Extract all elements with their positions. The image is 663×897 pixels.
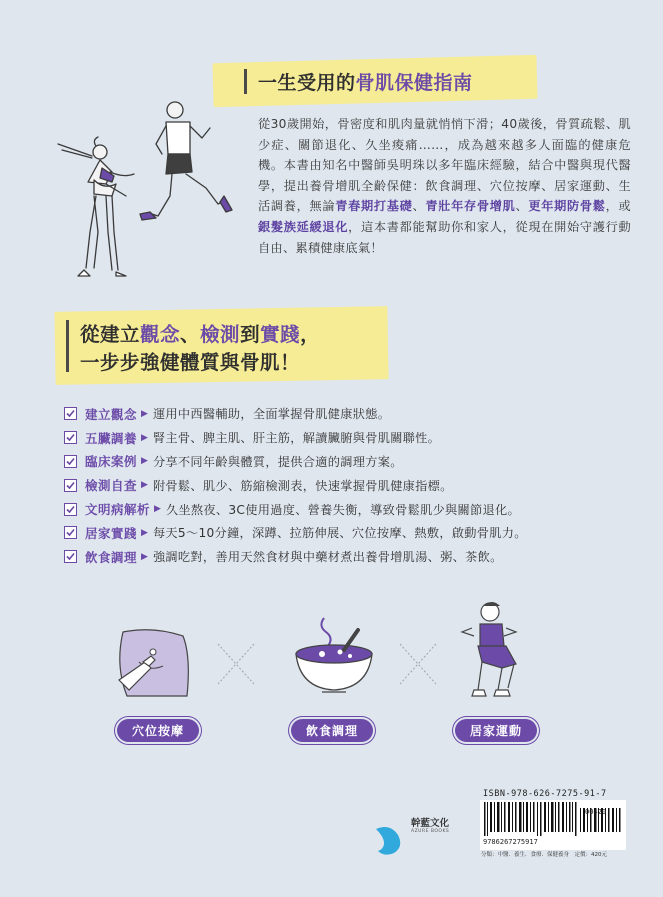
feature-item [64,402,624,426]
feature-label: 建立觀念 [85,406,138,422]
check-icon [64,455,77,468]
title-bar-mark [244,69,247,94]
isbn-text: ISBN-978-626-7275-91-7 [483,789,607,799]
check-icon [64,407,77,420]
feature-desc: 腎主骨、脾主肌、肝主筋，解讀臟腑與骨肌關聯性。 [152,431,441,446]
feature-desc: 附骨鬆、肌少、筋縮檢測表，快速掌握骨肌健康指標。 [152,478,453,493]
check-icon [64,526,77,539]
check-icon [64,503,77,516]
price-code: 00420 [585,808,607,816]
feature-item [64,426,624,450]
feature-item [64,497,624,521]
badge-acupressure: 穴位按摩 [117,719,199,742]
arrow-icon: ▶ [141,551,148,562]
intro-paragraph: 從30歲開始，骨密度和肌肉量就悄悄下滑；40歲後，骨質疏鬆、肌少症、關節退化、久坐痠痛……，成為越來越多人面臨的健康危機。本書由知名中醫師吳明珠以多年臨床經驗，結合中醫與現代醫學，提出養骨增肌全齡保健：飲食調理、穴位按摩、居家運動、生活調養，無論青春期打基礎、青壯年存骨增肌、更年期防骨鬆，或銀髮族延緩退化，這本書都能幫助你和家人，從現在開始守護行動自由、累積健康底氣！ [258,117,631,255]
feature-item [64,545,624,569]
feature-desc: 久坐熬夜、3C使用過度、營養失衡，導致骨鬆肌少與關節退化。 [165,502,520,517]
barcode-number: 9786267275917 [483,838,538,846]
feature-item [64,473,624,497]
feature-label: 居家實踐 [85,525,138,541]
arrow-icon: ▶ [141,432,148,443]
feature-item [64,450,624,474]
feature-label: 臨床案例 [85,454,138,470]
feature-desc: 每天5～10分鐘，深蹲、拉筋伸展、穴位按摩、熱敷，啟動骨肌力。 [152,526,527,541]
feature-list [64,402,624,569]
arrow-icon: ▶ [141,527,148,538]
arrow-icon: ▶ [141,456,148,467]
porridge-bowl-illustration [292,612,377,702]
feature-label: 飲食調理 [85,549,138,565]
feature-desc: 運用中西醫輔助，全面掌握骨肌健康狀態。 [152,407,391,422]
title-banner: 一生受用的骨肌保健指南 [258,72,473,94]
subtitle-line-2: 一步步強健體質與骨肌！ [80,351,301,374]
subtitle-bar-mark [66,320,69,372]
check-icon [64,479,77,492]
acupressure-illustration [113,622,198,712]
arrow-icon: ▶ [141,408,148,419]
classification-price: 分類：中醫．養生．食療．保健養身 定價：420元 [481,852,607,858]
feature-label: 文明病解析 [85,502,151,518]
feature-desc: 強調吃對，善用天然食材與中藥材煮出養骨增肌湯、粥、茶飲。 [152,550,503,565]
badge-home-exercise: 居家運動 [455,719,537,742]
feature-label: 檢測自查 [85,478,138,494]
publisher-logo-icon [370,823,404,857]
check-icon [64,550,77,563]
arrow-icon: ▶ [154,504,161,515]
barcode-bars [480,800,626,836]
feature-label: 五臟調養 [85,430,138,446]
arrow-icon: ▶ [141,480,148,491]
feature-desc: 分享不同年齡與體質，提供合適的調理方案。 [152,454,403,469]
exercise-illustration [40,92,250,297]
divider-x-icon [214,640,258,688]
squat-illustration [458,598,538,710]
feature-item [64,521,624,545]
check-icon [64,431,77,444]
badge-diet: 飲食調理 [291,719,373,742]
subtitle-line-1: 從建立觀念、檢測到實踐， [80,323,321,346]
divider-x-icon [396,640,440,688]
publisher-name: 幹藍文化 [411,818,450,829]
publisher-subtitle: AZURE BOOKS [411,829,450,834]
